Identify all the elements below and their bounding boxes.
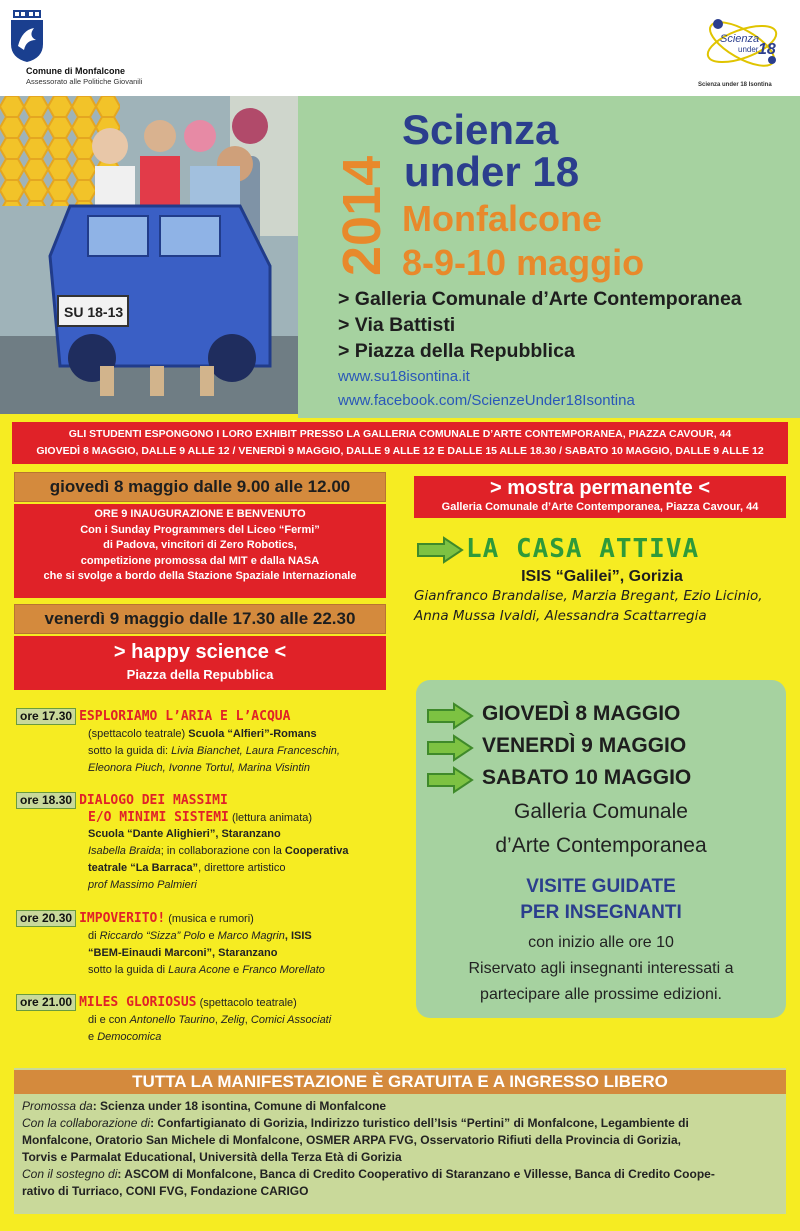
happy-science-location: Piazza della Repubblica bbox=[126, 667, 274, 682]
time-badge: ore 17.30 bbox=[16, 708, 76, 725]
name: Isabella Braida bbox=[88, 845, 161, 857]
program-1-line3 bbox=[88, 743, 340, 760]
program-2-line4 bbox=[88, 843, 349, 860]
event-title: DIALOGO DEI MASSIMI bbox=[79, 793, 228, 808]
thursday-box-title: ORE 9 INAUGURAZIONE E BENVENUTO bbox=[94, 508, 306, 520]
n: Comici Associati bbox=[250, 1014, 332, 1026]
exhibit-banner bbox=[12, 422, 788, 464]
website-link[interactable]: www.su18isontina.it bbox=[338, 368, 470, 385]
event-title: MILES GLORIOSUS bbox=[79, 995, 197, 1010]
names: Livia Bianchet, Laura Franceschin, bbox=[171, 745, 340, 757]
logo-text-18: 18 bbox=[758, 41, 776, 58]
t: e bbox=[88, 1031, 98, 1043]
mostra-box bbox=[414, 476, 786, 518]
value: : Scienza under 18 isontina, Comune di Monfalcone bbox=[92, 1099, 387, 1113]
happy-science-title: > happy science < bbox=[113, 641, 287, 663]
program-2-line6: prof Massimo Palmieri bbox=[88, 879, 197, 891]
venue-1: > Galleria Comunale d’Arte Contemporanea bbox=[338, 288, 742, 310]
gallery-line-2: d’Arte Contemporanea bbox=[495, 834, 707, 857]
visit-day-2: VENERDÌ 9 MAGGIO bbox=[482, 734, 687, 757]
arrow-right-icon bbox=[426, 734, 474, 762]
facebook-link[interactable]: www.facebook.com/ScienzeUnder18Isontina bbox=[338, 392, 635, 409]
scienza-under-18-logo bbox=[700, 12, 784, 76]
visite-info-3: partecipare alle prossime edizioni. bbox=[480, 986, 722, 1003]
visite-title-1: VISITE GUIDATE bbox=[526, 876, 676, 897]
logo-caption: Scienza under 18 Isontina bbox=[698, 82, 772, 88]
note: (musica e rumori) bbox=[165, 913, 254, 925]
title-scienza: Scienza bbox=[402, 106, 559, 153]
t: e bbox=[205, 930, 218, 942]
note: (lettura animata) bbox=[228, 812, 313, 824]
arrow-right-icon bbox=[426, 766, 474, 794]
comune-name: Comune di Monfalcone bbox=[26, 66, 125, 76]
t: di e con bbox=[88, 1014, 130, 1026]
school: Scuola “Alfieri”-Romans bbox=[188, 728, 317, 740]
t: sotto la guida di bbox=[88, 964, 169, 976]
text: sotto la guida di: bbox=[88, 745, 172, 757]
value: : ASCOM di Monfalcone, Banca di Credito Cooperativo di Staranzano e Villesse, Banca di Credito Coope- bbox=[117, 1167, 715, 1181]
t: di bbox=[88, 930, 100, 942]
time-badge: ore 21.00 bbox=[16, 994, 76, 1011]
thursday-box-line1: Con i Sunday Programmers del Liceo “Fermi” bbox=[80, 523, 320, 536]
title-dates: 8-9-10 maggio bbox=[402, 242, 645, 283]
n: Democomica bbox=[97, 1031, 162, 1043]
n: Franco Morellato bbox=[242, 964, 325, 976]
gallery-line-1: Galleria Comunale bbox=[514, 800, 688, 823]
logo-text-scienza: Scienza bbox=[720, 33, 760, 45]
coop: teatrale “La Barraca” bbox=[88, 862, 199, 874]
n: Antonello Taurino bbox=[129, 1014, 215, 1026]
logo-text-under: under bbox=[738, 45, 759, 54]
text: (spettacolo teatrale) bbox=[88, 728, 189, 740]
program-2-line3: Scuola “Dante Alighieri”, Staranzano bbox=[88, 828, 281, 840]
label: Con la collaborazione di bbox=[22, 1116, 151, 1130]
value: : Confartigianato di Gorizia, Indirizzo turistico dell’Isis “Pertini” di Monfalcone, Legambiente di bbox=[150, 1116, 689, 1130]
program-4-line2 bbox=[88, 1012, 331, 1029]
title-city: Monfalcone bbox=[402, 198, 603, 239]
casa-school: ISIS “Galilei”, Gorizia bbox=[521, 568, 683, 585]
year-text: 2014 bbox=[332, 155, 392, 276]
visit-day-3: SABATO 10 MAGGIO bbox=[482, 766, 692, 789]
thursday-box bbox=[14, 504, 386, 598]
children-cardboard-car-illustration bbox=[0, 96, 298, 414]
comune-subtitle: Assessorato alle Politiche Giovanili bbox=[26, 77, 143, 86]
casa-attiva-title: LA CASA ATTIVA bbox=[466, 534, 700, 564]
program-1-line2 bbox=[88, 726, 317, 743]
exhibit-banner-line1: GLI STUDENTI ESPONGONO I LORO EXHIBIT PRESSO LA GALLERIA COMUNALE D’ARTE CONTEMPORANEA, PIAZZA CAVOUR, 44 bbox=[68, 428, 732, 440]
time-badge: ore 18.30 bbox=[16, 792, 76, 809]
visit-day-1: GIOVEDÌ 8 MAGGIO bbox=[482, 702, 681, 725]
program-item-4 bbox=[16, 994, 297, 1012]
thursday-box-line3: competizione promossa dal MIT e dalla NASA bbox=[80, 554, 320, 567]
event-title-2: E/O MINIMI SISTEMI bbox=[88, 810, 229, 825]
footer-collab-3: Torvis e Parmalat Educational, Università della Terza Età di Gorizia bbox=[22, 1150, 402, 1164]
mostra-location: Galleria Comunale d’Arte Contemporanea, Piazza Cavour, 44 bbox=[441, 501, 759, 513]
venue-2: > Via Battisti bbox=[338, 314, 456, 336]
thursday-box-line2: di Padova, vincitori di Zero Robotics, bbox=[103, 539, 297, 551]
thursday-bar: giovedì 8 maggio dalle 9.00 alle 12.00 bbox=[14, 472, 386, 502]
program-item-2 bbox=[16, 792, 228, 810]
text: ; in collaborazione con la bbox=[160, 845, 285, 857]
footer-support-2: rativo di Turriaco, CONI FVG, Fondazione CARIGO bbox=[22, 1184, 309, 1198]
program-1-line4: Eleonora Piuch, Ivonne Tortul, Marina Visintin bbox=[88, 762, 310, 774]
arrow-right-icon bbox=[416, 536, 464, 564]
mostra-title: > mostra permanente < bbox=[489, 477, 711, 499]
label: Con il sostegno di bbox=[22, 1167, 118, 1181]
arrow-right-icon bbox=[426, 702, 474, 730]
photo-license-plate: SU 18-13 bbox=[64, 304, 124, 320]
footer-support-1 bbox=[22, 1166, 715, 1182]
program-item-3 bbox=[16, 910, 254, 928]
program-2-line2 bbox=[88, 809, 312, 827]
note: (spettacolo teatrale) bbox=[196, 997, 297, 1009]
visite-title-2: PER INSEGNANTI bbox=[520, 902, 682, 923]
program-3-line3: “BEM-Einaudi Marconi”, Staranzano bbox=[88, 947, 278, 959]
coop: Cooperativa bbox=[284, 845, 349, 857]
n: Marco Magrin bbox=[217, 930, 285, 942]
friday-bar: venerdì 9 maggio dalle 17.30 alle 22.30 bbox=[14, 604, 386, 634]
program-2-line5 bbox=[88, 860, 285, 877]
footer-collab-2: Monfalcone, Oratorio San Michele di Monfalcone, OSMER ARPA FVG, Osservatorio Rifiuti della Provincia di Gorizia, bbox=[22, 1133, 681, 1147]
thursday-box-line4: che si svolge a bordo della Stazione Spaziale Internazionale bbox=[43, 570, 357, 582]
program-4-line3 bbox=[88, 1029, 161, 1046]
visite-info-1: con inizio alle ore 10 bbox=[528, 934, 674, 951]
hero-photo bbox=[0, 96, 298, 414]
venue-3: > Piazza della Repubblica bbox=[338, 340, 575, 362]
program-item-1 bbox=[16, 708, 290, 726]
t: , bbox=[214, 1014, 221, 1026]
program-3-line4 bbox=[88, 962, 325, 979]
free-entry-bar: TUTTA LA MANIFESTAZIONE È GRATUITA E A INGRESSO LIBERO bbox=[14, 1070, 786, 1094]
program-3-line2 bbox=[88, 928, 312, 945]
title-under-18: under 18 bbox=[404, 148, 580, 195]
n: Laura Acone bbox=[168, 964, 231, 976]
t: e bbox=[230, 964, 243, 976]
time-badge: ore 20.30 bbox=[16, 910, 76, 927]
footer-promoted bbox=[22, 1098, 386, 1114]
casa-names-1: Gianfranco Brandalise, Marzia Bregant, Ezio Licinio, bbox=[414, 588, 763, 604]
event-title: IMPOVERITO! bbox=[79, 911, 166, 926]
visite-info-2: Riservato agli insegnanti interessati a bbox=[468, 960, 734, 977]
event-title: ESPLORIAMO L’ARIA E L’ACQUA bbox=[79, 709, 291, 724]
school: , ISIS bbox=[284, 930, 312, 942]
casa-names-2: Anna Mussa Ivaldi, Alessandra Scattarregia bbox=[414, 608, 707, 624]
happy-science-box bbox=[14, 636, 386, 690]
t: , bbox=[244, 1014, 251, 1026]
footer-collab-1 bbox=[22, 1115, 689, 1131]
n: Riccardo “Sizza” Polo bbox=[99, 930, 206, 942]
year-vertical bbox=[332, 108, 392, 278]
exhibit-banner-line2: GIOVEDÌ 8 MAGGIO, DALLE 9 ALLE 12 / VENERDÌ 9 MAGGIO, DALLE 9 ALLE 12 E DALLE 15 ALLE 18.30 / SABATO 10 MAGGIO, DALLE 9 ALLE 12 bbox=[36, 445, 764, 457]
header bbox=[0, 0, 800, 96]
text: , direttore artistico bbox=[198, 862, 286, 874]
coat-of-arms-icon bbox=[10, 10, 44, 62]
label: Promossa da bbox=[22, 1099, 93, 1113]
n: Zelig bbox=[220, 1014, 245, 1026]
